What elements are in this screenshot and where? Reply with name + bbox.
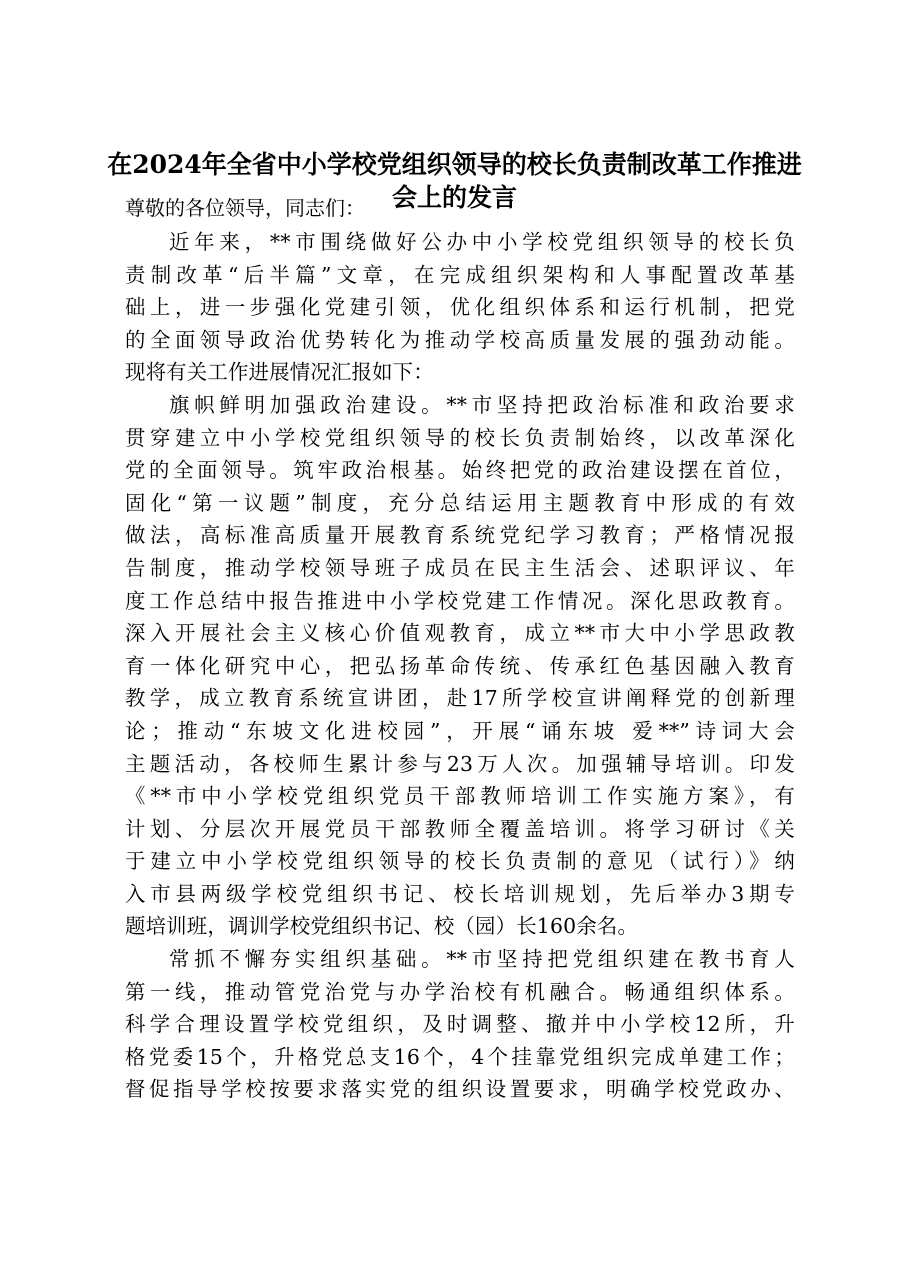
text-line: 计划、分层次开展党员干部教师全覆盖培训。将学习研讨《关 (125, 816, 795, 841)
body-text (125, 226, 795, 1106)
text-line: 固化“第一议题”制度，充分总结运用主题教育中形成的有效 (125, 490, 795, 515)
text-line: 础上，进一步强化党建引领，优化组织体系和运行机制，把党 (125, 295, 795, 320)
text-line: 主题活动，各校师生累计参与23万人次。加强辅导培训。印发 (125, 751, 795, 776)
text-line: 科学合理设置学校党组织，及时调整、撤并中小学校12所，升 (125, 1012, 795, 1037)
text-line: 做法，高标准高质量开展教育系统党纪学习教育；严格情况报 (125, 523, 795, 548)
text-line: 题培训班，调训学校党组织书记、校（园）长160余名。 (125, 914, 639, 939)
text-line: 度工作总结中报告推进中小学校党建工作情况。深化思政教育。 (125, 588, 795, 613)
text-line: 育一体化研究中心，把弘扬革命传统、传承红色基因融入教育 (125, 653, 795, 678)
text-line: 责制改革“后半篇”文章，在完成组织架构和人事配置改革基 (125, 262, 795, 287)
text-line: 近年来，**市围绕做好公办中小学校党组织领导的校长负 (169, 230, 795, 254)
document-title: 在2024年全省中小学校党组织领导的校长负责制改革工作推进会上的发言 (107, 150, 802, 212)
text-line: 论；推动“东坡文化进校园”，开展“诵东坡 爱**”诗词大会 (125, 718, 795, 743)
text-line: 督促指导学校按要求落实党的组织设置要求，明确学校党政办、 (125, 1077, 795, 1102)
text-line: 第一线，推动管党治党与办学治校有机融合。畅通组织体系。 (125, 979, 795, 1004)
salutation: 尊敬的各位领导，同志们： (125, 196, 365, 220)
text-line: 的全面领导政治优势转化为推动学校高质量发展的强劲动能。 (125, 327, 795, 352)
text-line: 深入开展社会主义核心价值观教育，成立**市大中小学思政教 (125, 621, 795, 646)
text-line: 于建立中小学校党组织领导的校长负责制的意见（试行）》纳 (125, 849, 795, 874)
text-line: 教学，成立教育系统宣讲团，赴17所学校宣讲阐释党的创新理 (125, 686, 795, 711)
text-line: 格党委15个，升格党总支16个，4个挂靠党组织完成单建工作； (125, 1044, 795, 1069)
text-line: 告制度，推动学校领导班子成员在民主生活会、述职评议、年 (125, 555, 795, 580)
text-line: 旗帜鲜明加强政治建设。**市坚持把政治标准和政治要求 (169, 392, 795, 417)
text-line: 贯穿建立中小学校党组织领导的校长负责制始终，以改革深化 (125, 425, 795, 450)
text-line: 现将有关工作进展情况汇报如下： (125, 360, 434, 385)
text-line: 《**市中小学校党组织党员干部教师培训工作实施方案》，有 (125, 784, 795, 809)
text-line: 党的全面领导。筑牢政治根基。始终把党的政治建设摆在首位， (125, 458, 795, 483)
text-line: 入市县两级学校党组织书记、校长培训规划，先后举办3期专 (125, 881, 795, 906)
text-line: 常抓不懈夯实组织基础。**市坚持把党组织建在教书育人 (169, 947, 795, 972)
